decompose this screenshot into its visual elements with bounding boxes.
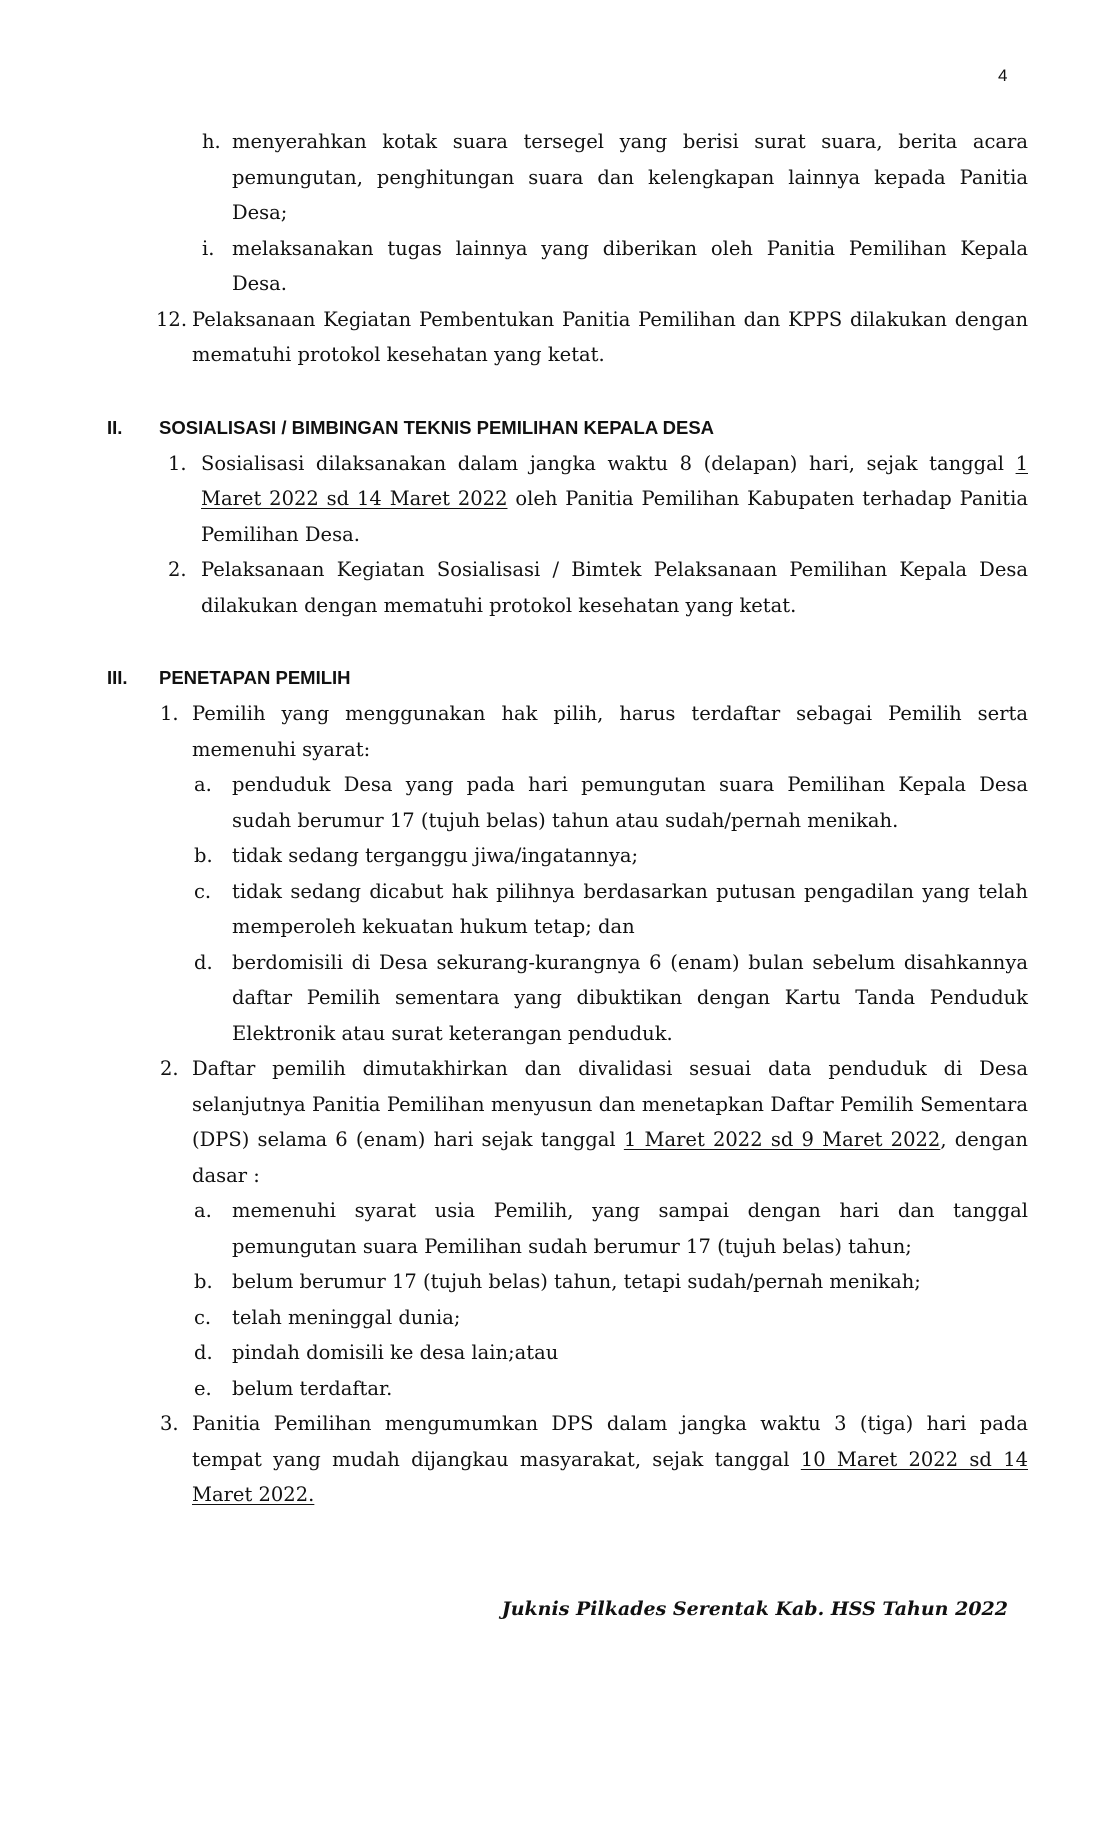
text-segment: oleh Panitia Pemilihan Kabupaten terhadap Panitia Pemilihan Desa.	[201, 487, 1028, 546]
list-item-text: belum berumur 17 (tujuh belas) tahun, tetapi sudah/pernah menikah;	[232, 1270, 921, 1293]
section-heading	[0, 410, 1116, 446]
page-number: 4	[998, 66, 1008, 85]
text-segment: Panitia Pemilihan mengumumkan DPS dalam jangka waktu 3 (tiga) hari pada tempat yang mudah dijangkau masyarakat, sejak tanggal	[192, 1412, 1028, 1471]
sub-item-a	[194, 767, 1028, 838]
list-marker: c.	[194, 1305, 212, 1329]
sub-item-e	[194, 1371, 1028, 1407]
sub-item-d	[194, 945, 1028, 1052]
sub-item-b	[194, 838, 1028, 874]
document-footer: Juknis Pilkades Serentak Kab. HSS Tahun 2022	[501, 1598, 1008, 1620]
sub-item-b	[194, 1264, 1028, 1300]
list-marker: 1.	[168, 451, 187, 475]
list-marker: 2.	[168, 558, 187, 581]
section-title: PENETAPAN PEMILIH	[159, 667, 351, 688]
list-item-2	[168, 552, 1028, 623]
list-item-text	[192, 1406, 1028, 1513]
list-marker: h.	[202, 130, 221, 153]
list-item-3	[160, 1406, 1029, 1513]
list-item-text: telah meninggal dunia;	[232, 1305, 461, 1329]
list-marker: b.	[194, 844, 213, 867]
list-item-12	[156, 302, 1028, 373]
date-range-underlined: 1 Maret 2022 sd 14 Maret 2022	[201, 451, 1028, 510]
list-item-text: Pemilih yang menggunakan hak pilih, harus terdaftar sebagai Pemilih serta memenuhi syarat:	[192, 702, 1028, 761]
date-range-underlined: 1 Maret 2022 sd 9 Maret 2022	[623, 1128, 941, 1151]
list-item-i	[202, 231, 1028, 302]
document-body	[0, 124, 1116, 1513]
list-marker: 2.	[160, 1057, 179, 1080]
section-title: SOSIALISASI / BIMBINGAN TEKNIS PEMILIHAN KEPALA DESA	[159, 416, 715, 438]
list-item-text: berdomisili di Desa sekurang-kurangnya 6 (enam) bulan sebelum disahkannya daftar Pemilih sementara yang dibuktikan dengan Kartu Tanda Penduduk Elektronik atau surat keterangan penduduk.	[232, 950, 1028, 1045]
list-marker: c.	[194, 879, 212, 903]
list-item-text: tidak sedang terganggu jiwa/ingatannya;	[232, 844, 639, 867]
section-spacer	[0, 373, 1116, 410]
list-item-text	[192, 1051, 1028, 1193]
section-number: II.	[107, 416, 123, 438]
list-item-text: Pelaksanaan Kegiatan Pembentukan Panitia Pemilihan dan KPPS dilakukan dengan mematuhi protokol kesehatan yang ketat.	[192, 307, 1028, 366]
sub-item-d	[194, 1335, 1028, 1371]
section-spacer	[0, 623, 1116, 660]
section-number: III.	[107, 667, 128, 688]
list-marker: d.	[194, 1341, 213, 1364]
list-item-text: melaksanakan tugas lainnya yang diberikan oleh Panitia Pemilihan Kepala Desa.	[232, 236, 1028, 295]
list-marker: 3.	[160, 1412, 179, 1435]
list-marker: a.	[194, 1199, 212, 1222]
section-heading	[0, 660, 1116, 696]
list-item-text	[201, 446, 1028, 553]
list-item-text: pindah domisili ke desa lain;atau	[232, 1341, 559, 1364]
text-segment: , dengan dasar :	[192, 1128, 1028, 1187]
list-item-text: memenuhi syarat usia Pemilih, yang sampai dengan hari dan tanggal pemungutan suara Pemilihan sudah berumur 17 (tujuh belas) tahun;	[232, 1199, 1028, 1258]
list-item-text: tidak sedang dicabut hak pilihnya berdasarkan putusan pengadilan yang telah memperoleh kekuatan hukum tetap; dan	[232, 879, 1028, 938]
list-marker: d.	[194, 950, 213, 974]
sub-item-c	[194, 1300, 1028, 1336]
sub-item-c	[194, 874, 1028, 945]
list-marker: e.	[194, 1376, 212, 1400]
list-item-1	[168, 446, 1028, 553]
list-marker: b.	[194, 1270, 213, 1293]
date-range-underlined: 10 Maret 2022 sd 14 Maret 2022.	[192, 1447, 1029, 1506]
list-marker: i.	[202, 236, 215, 260]
list-item-1	[160, 696, 1028, 767]
list-item-text: belum terdaftar.	[232, 1376, 393, 1400]
list-marker: 12.	[156, 307, 188, 331]
text-segment: Sosialisasi dilaksanakan dalam jangka waktu 8 (delapan) hari, sejak tanggal	[201, 451, 1016, 475]
list-marker: a.	[194, 773, 212, 796]
sub-item-a	[194, 1193, 1028, 1264]
text-segment: Daftar pemilih dimutakhirkan dan divalidasi sesuai data penduduk di Desa selanjutnya Panitia Pemilihan menyusun dan menetapkan Daftar Pemilih Sementara (DPS) selama 6 (enam) hari sejak tanggal	[192, 1057, 1028, 1151]
list-item-text: Pelaksanaan Kegiatan Sosialisasi / Bimtek Pelaksanaan Pemilihan Kepala Desa dilakukan dengan mematuhi protokol kesehatan yang ketat.	[201, 558, 1028, 617]
list-item-text: penduduk Desa yang pada hari pemungutan suara Pemilihan Kepala Desa sudah berumur 17 (tujuh belas) tahun atau sudah/pernah menikah.	[232, 773, 1028, 832]
list-item-2	[160, 1051, 1028, 1193]
list-item-text: menyerahkan kotak suara tersegel yang berisi surat suara, berita acara pemungutan, penghitungan suara dan kelengkapan lainnya kepada Panitia Desa;	[232, 130, 1028, 224]
list-marker: 1.	[160, 702, 179, 725]
list-item-h	[202, 124, 1028, 231]
